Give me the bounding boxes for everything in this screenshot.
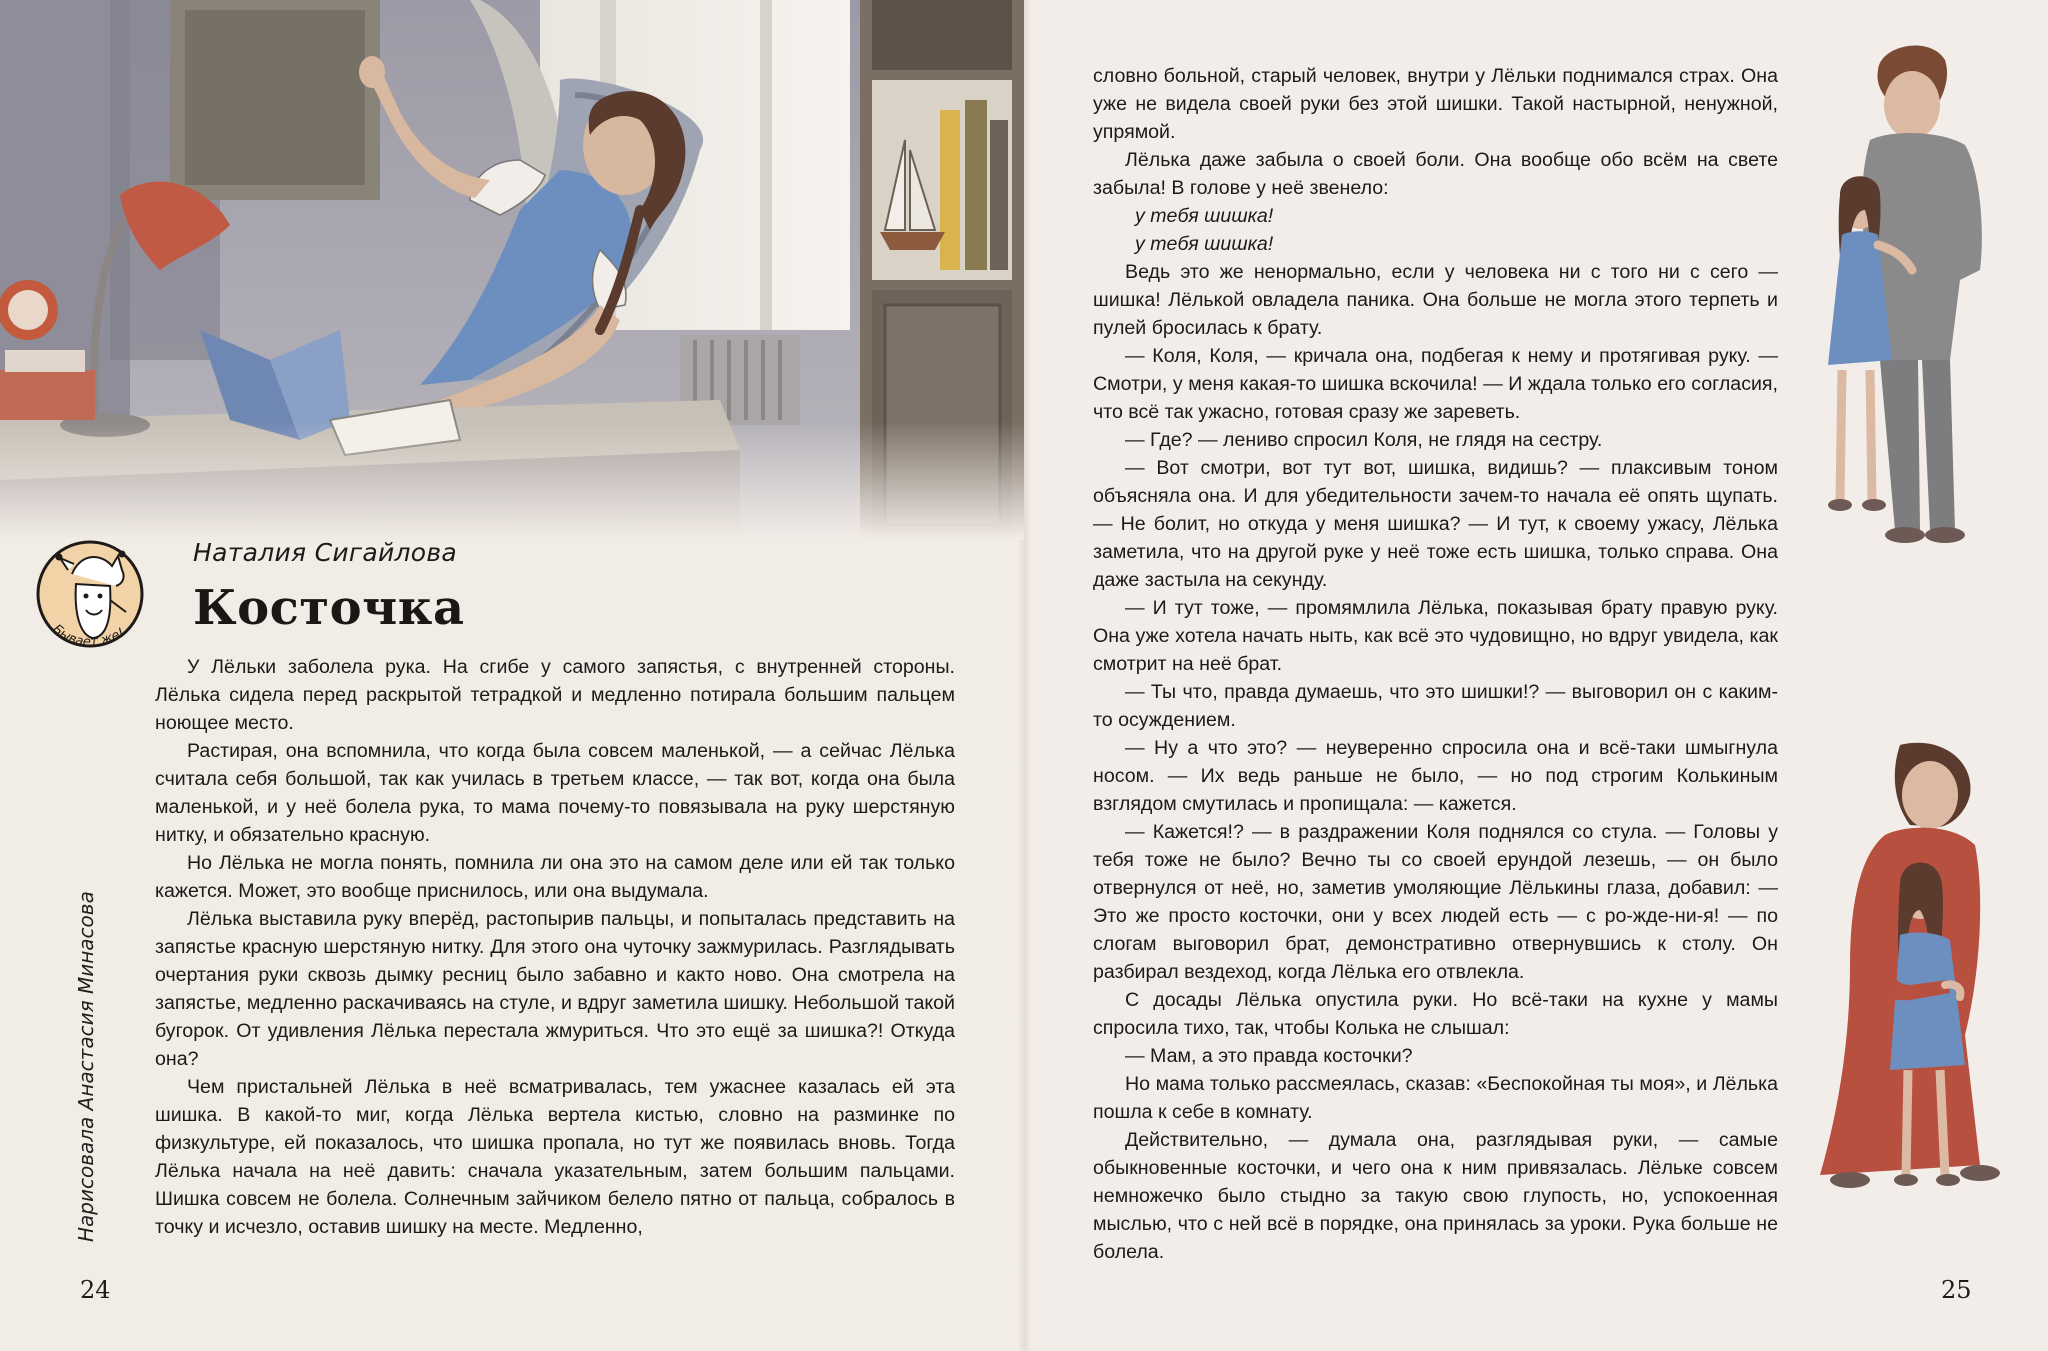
paragraph: С досады Лёлька опустила руки. Но всё-таки на кухне у мамы спросила тихо, так, чтобы Колька не слышал: xyxy=(1093,989,1778,1039)
paragraph: — Кажется!? — в раздражении Коля поднялся со стула. — Головы у тебя тоже не было? Вечно ты со своей ерундой лезешь, — он было отвернулся от неё, но, заметив умоляющие Лёлькины глаза, добавил: — Это же просто косточки, они у всех людей есть — с ро-жде-ни-я! — по слогам выговорил брат, демонстративно отвернувшись к столу. Он разбирал вездеход, когда Лёлька его отвлекла. xyxy=(1093,821,1778,983)
paragraph: — Мам, а это правда косточки? xyxy=(1125,1045,1413,1067)
paragraph: Ведь это же ненормально, если у человека ни с того ни с сего — шишка! Лёлькой овладела паника. Она больше не могла этого терпеть и пулей бросилась к брату. xyxy=(1093,261,1778,339)
paragraph: Действительно, — думала она, разглядывая руки, — самые обыкновенные косточки, и чего она к ним привязалась. Лёльке совсем немножечко было стыдно за такую свою глупость, но, успокоенная мыслью, что с ней всё в порядке, она принялась за уроки. Рука больше не болела. xyxy=(1093,1129,1778,1263)
brother-and-girl-illustration xyxy=(1800,30,2020,550)
paragraph: — Ты что, правда думаешь, что это шишки!? — выговорил он с каким-то осуждением. xyxy=(1093,681,1778,731)
paragraph: Растирая, она вспомнила, что когда была совсем маленькой, — а сейчас Лёлька считала себя большой, так как училась в третьем классе, — так вот, когда она была маленькой, и у неё болела рука, то мама почему-то повязывала на руку шерстяную нитку, и обязательно красную. xyxy=(155,740,955,846)
mother-and-girl-illustration xyxy=(1790,735,2030,1215)
desk-scene-illustration xyxy=(0,0,1024,540)
left-text-column xyxy=(155,653,955,1241)
paragraph: Но Лёлька не могла понять, помнила ли она это на самом деле или ей так только кажется. Может, это вообще приснилось, или она выдумала. xyxy=(155,852,955,902)
jester-badge xyxy=(30,534,162,666)
badge-text: Бывает же! xyxy=(49,621,128,650)
story-title: Косточка xyxy=(193,580,465,636)
paragraph: — Вот смотри, вот тут вот, шишка, видишь? — плаксивым тоном объясняла она. И для убедительности зачем-то начала её опять щупать. — Не болит, но откуда у меня шишка? — И тут, к своему ужасу, Лёлька заметила, что на другой руке у неё тоже есть шишка, только справа. Она даже застыла на секунду. xyxy=(1093,457,1778,591)
page-number-left: 24 xyxy=(80,1276,111,1304)
illustrator-credit: Нарисовала Анастасия Минасова xyxy=(74,891,98,1242)
paragraph: словно больной, старый человек, внутри у Лёльки поднимался страх. Она уже не видела своей руки без этой шишки. Такой настырной, ненужной, упрямой. xyxy=(1093,65,1778,143)
paragraph: — И тут тоже, — промямлила Лёлька, показывая брату правую руку. Она уже хотела начать ныть, как всё это чудовищно, но вдруг увидела, как смотрит на неё брат. xyxy=(1093,597,1778,675)
paragraph: У Лёльки заболела рука. На сгибе у самого запястья, с внутренней стороны. Лёлька сидела перед раскрытой тетрадкой и медленно потирала большим пальцем ноющее место. xyxy=(155,656,955,734)
author-name: Наталия Сигайлова xyxy=(193,538,458,567)
paragraph: Лёлька даже забыла о своей боли. Она вообще обо всём на свете забыла! В голове у неё звенело: xyxy=(1093,149,1778,199)
poem-line: у тебя шишка! xyxy=(1135,233,1274,255)
paragraph: Но мама только рассмеялась, сказав: «Беспокойная ты моя», и Лёлька пошла к себе в комнату. xyxy=(1093,1073,1778,1123)
right-text-column xyxy=(1093,62,1778,1266)
poem-line: у тебя шишка! xyxy=(1135,205,1274,227)
page-number-right: 25 xyxy=(1941,1276,1972,1304)
paragraph: — Ну а что это? — неуверенно спросила она и всё-таки шмыгнула носом. — Их ведь раньше не было, — но под строгим Колькиным взглядом смутилась и пропищала: — кажется. xyxy=(1093,737,1778,815)
paragraph: — Где? — лениво спросил Коля, не глядя на сестру. xyxy=(1125,429,1603,451)
paragraph: — Коля, Коля, — кричала она, подбегая к нему и протягивая руку. — Смотри, у меня какая-то шишка вскочила! — И ждала только его согласия, что всё так ужасно, готовая сразу же зареветь. xyxy=(1093,345,1778,423)
paragraph: Чем пристальней Лёлька в неё всматривалась, тем ужаснее казалась ей эта шишка. В какой-то миг, когда Лёлька вертела кистью, словно на разминке по физкультуре, ей показалось, что шишка пропала, но тут же появилась вновь. Тогда Лёлька начала на неё давить: сначала указательным, затем большим пальцами. Шишка совсем не болела. Солнечным зайчиком белело пятно от пальца, собралось в точку и исчезло, оставив шишку на месте. Медленно, xyxy=(155,1076,955,1238)
paragraph: Лёлька выставила руку вперёд, растопырив пальцы, и попыталась представить на запястье красную шерстяную нитку. Для этого она чуточку зажмурилась. Разглядывать очертания руки сквозь дымку ресниц было забавно и както ново. Она смотрела на запястье, медленно раскачиваясь на стуле, и вдруг заметила шишку. Небольшой такой бугорок. От удивления Лёлька перестала жмуриться. Что это ещё за шишка?! Откуда она? xyxy=(155,908,955,1070)
